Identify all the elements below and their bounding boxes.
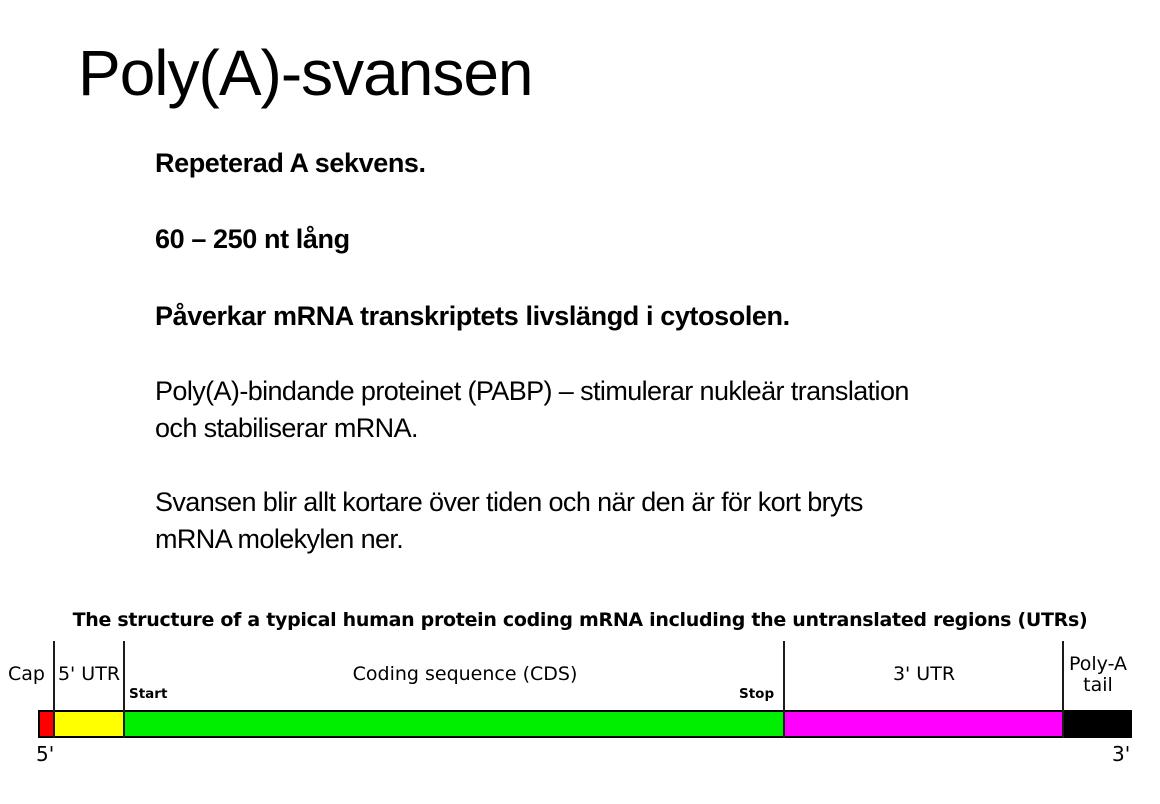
label-polya-line1: Poly-A bbox=[1068, 653, 1128, 675]
segment-cap bbox=[40, 712, 53, 736]
segment-5utr bbox=[53, 712, 123, 736]
label-3-prime: 3' bbox=[1112, 742, 1131, 766]
label-polya-tail bbox=[1069, 654, 1127, 696]
page-title: Poly(A)-svansen bbox=[78, 37, 533, 109]
mrna-structure-bar bbox=[38, 710, 1132, 738]
segment-3utr bbox=[783, 712, 1062, 736]
label-polya-line2: tail bbox=[1083, 674, 1113, 696]
boundary-line-5utr-cds bbox=[123, 641, 125, 738]
label-3utr: 3' UTR bbox=[892, 663, 956, 685]
body-paragraph-line: 60 – 250 nt lång bbox=[155, 224, 350, 254]
body-paragraph-line: Påverkar mRNA transkriptets livslängd i cytosolen. bbox=[155, 301, 790, 331]
segment-polya-tail bbox=[1062, 712, 1130, 736]
label-cap: Cap bbox=[8, 663, 45, 685]
body-paragraph-line: Repeterad A sekvens. bbox=[155, 148, 426, 178]
body-paragraph-line: mRNA molekylen ner. bbox=[155, 524, 404, 554]
boundary-line-cds-3utr bbox=[783, 641, 785, 738]
label-stop: Stop bbox=[739, 686, 775, 702]
label-5-prime: 5' bbox=[36, 742, 55, 766]
segment-cds bbox=[123, 712, 783, 736]
label-cds: Coding sequence (CDS) bbox=[352, 663, 578, 685]
label-start: Start bbox=[129, 686, 168, 702]
body-paragraph-line: Poly(A)-bindande proteinet (PABP) – stimulerar nukleär translation bbox=[155, 376, 909, 406]
label-5utr: 5' UTR bbox=[57, 663, 121, 685]
boundary-line-3utr-polya bbox=[1062, 641, 1064, 738]
boundary-line-cap-5utr bbox=[53, 641, 55, 738]
diagram-title: The structure of a typical human protein coding mRNA including the untranslated regions (UTRs) bbox=[72, 609, 1088, 631]
body-paragraph-line: Svansen blir allt kortare över tiden och när den är för kort bryts bbox=[155, 487, 863, 517]
body-paragraph-line: och stabiliserar mRNA. bbox=[155, 413, 418, 443]
